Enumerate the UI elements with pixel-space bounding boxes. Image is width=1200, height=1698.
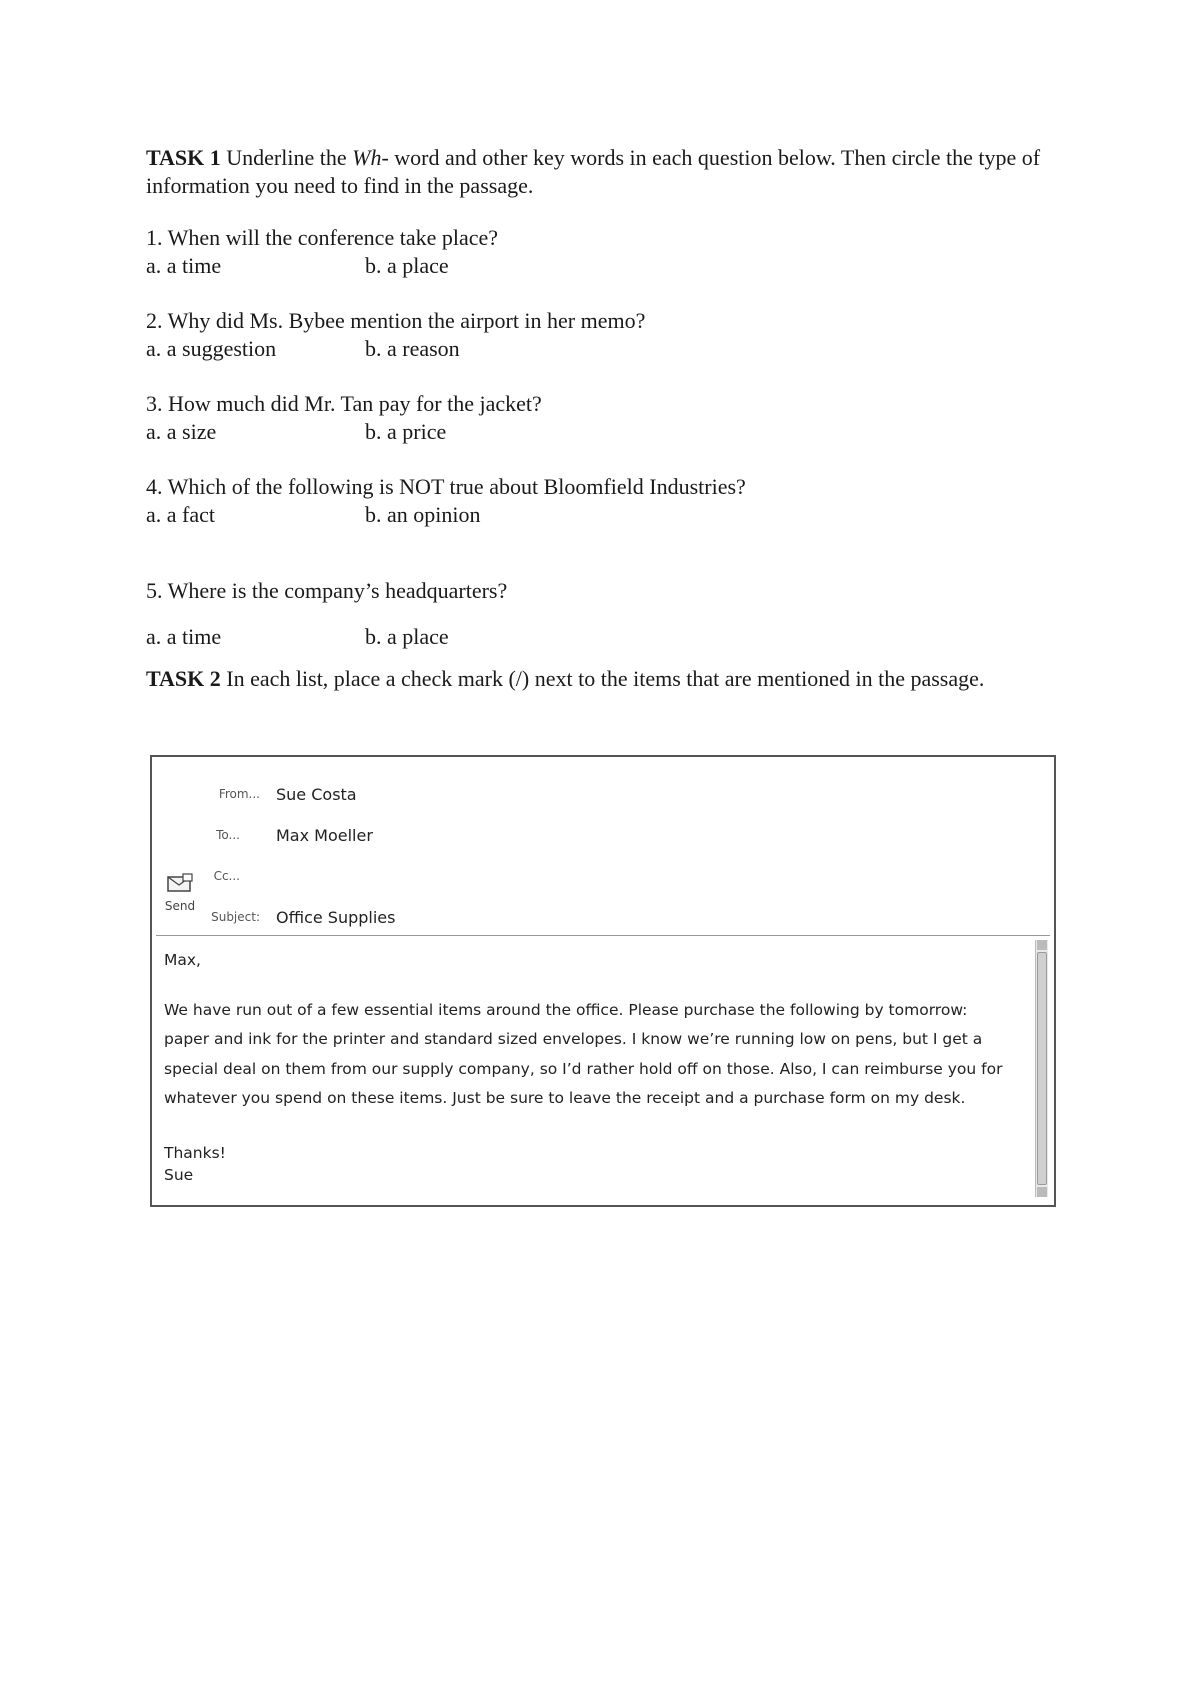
option-a: a. a size [146, 419, 217, 444]
question-5 [146, 577, 1066, 651]
question-text: 3. How much did Mr. Tan pay for the jacket? [146, 391, 542, 416]
answer-options [146, 623, 1066, 651]
task1-instruction-part1: Underline the [220, 145, 353, 170]
to-row [152, 823, 1054, 847]
question-2 [146, 307, 1066, 363]
answer-options [146, 252, 1066, 280]
signature: Sue [164, 1165, 194, 1184]
to-field[interactable]: Max Moeller [276, 825, 373, 845]
question-text: 5. Where is the company’s headquarters? [146, 578, 508, 603]
option-b: b. a place [365, 253, 449, 278]
email-window [150, 755, 1056, 1207]
closing: Thanks! [164, 1143, 226, 1162]
answer-options [146, 501, 1066, 529]
cc-label-button[interactable]: Cc... [213, 869, 240, 883]
option-a: a. a time [146, 624, 222, 649]
task2-label: TASK 2 [146, 666, 221, 691]
option-b: b. a price [365, 419, 447, 444]
message-body[interactable] [156, 935, 1050, 1201]
scroll-down-arrow[interactable] [1037, 1187, 1047, 1197]
subject-row [152, 905, 1054, 929]
send-label: Send [164, 899, 196, 913]
scroll-thumb[interactable] [1037, 952, 1047, 1185]
wh-word: Wh- [352, 145, 389, 170]
worksheet [146, 144, 1066, 693]
send-button[interactable] [160, 873, 200, 917]
send-envelope-icon [166, 878, 194, 897]
task2-instructions [146, 665, 1066, 693]
message-text [164, 946, 1004, 1186]
from-field[interactable]: Sue Costa [276, 784, 357, 804]
question-4 [146, 473, 1066, 529]
from-row [152, 782, 1054, 806]
subject-label: Subject: [211, 910, 260, 924]
vertical-scrollbar[interactable] [1035, 940, 1048, 1197]
answer-options [146, 418, 1066, 446]
option-a: a. a suggestion [146, 336, 277, 361]
answer-options [146, 335, 1066, 363]
question-text: 2. Why did Ms. Bybee mention the airport in her memo? [146, 308, 646, 333]
option-a: a. a time [146, 253, 222, 278]
task1-label: TASK 1 [146, 145, 221, 170]
task1-instructions [146, 144, 1066, 200]
subject-field[interactable]: Office Supplies [276, 907, 396, 927]
scroll-up-arrow[interactable] [1037, 940, 1047, 950]
question-3 [146, 390, 1066, 446]
to-label-button[interactable]: To... [216, 828, 240, 842]
option-b: b. a reason [365, 336, 460, 361]
task2-instruction-text: In each list, place a check mark (/) next to the items that are mentioned in the passage. [220, 666, 985, 691]
task1-instruction-part2: word and other key words in each question below. Then circle the type of information you need to find in the passage. [146, 145, 1041, 198]
option-b: b. a place [365, 624, 449, 649]
email-header [152, 757, 1054, 935]
question-1 [146, 224, 1066, 280]
greeting: Max, [164, 951, 201, 969]
from-label-button[interactable]: From... [218, 787, 260, 801]
question-text: 4. Which of the following is NOT true about Bloomfield Industries? [146, 474, 746, 499]
question-text: 1. When will the conference take place? [146, 225, 499, 250]
option-a: a. a fact [146, 502, 215, 527]
message-paragraph: We have run out of a few essential items around the office. Please purchase the following by tomorrow: paper and ink for the printer and standard sized envelopes. I know we’re running low on pens, but I get a special deal on them from our supply company, so I’d rather hold off on those. Also, I can reimburse you for whatever you spend on these items. Just be sure to leave the receipt and a purchase form on my desk. [164, 1000, 1003, 1107]
option-b: b. an opinion [365, 502, 481, 527]
cc-row [152, 864, 1054, 888]
